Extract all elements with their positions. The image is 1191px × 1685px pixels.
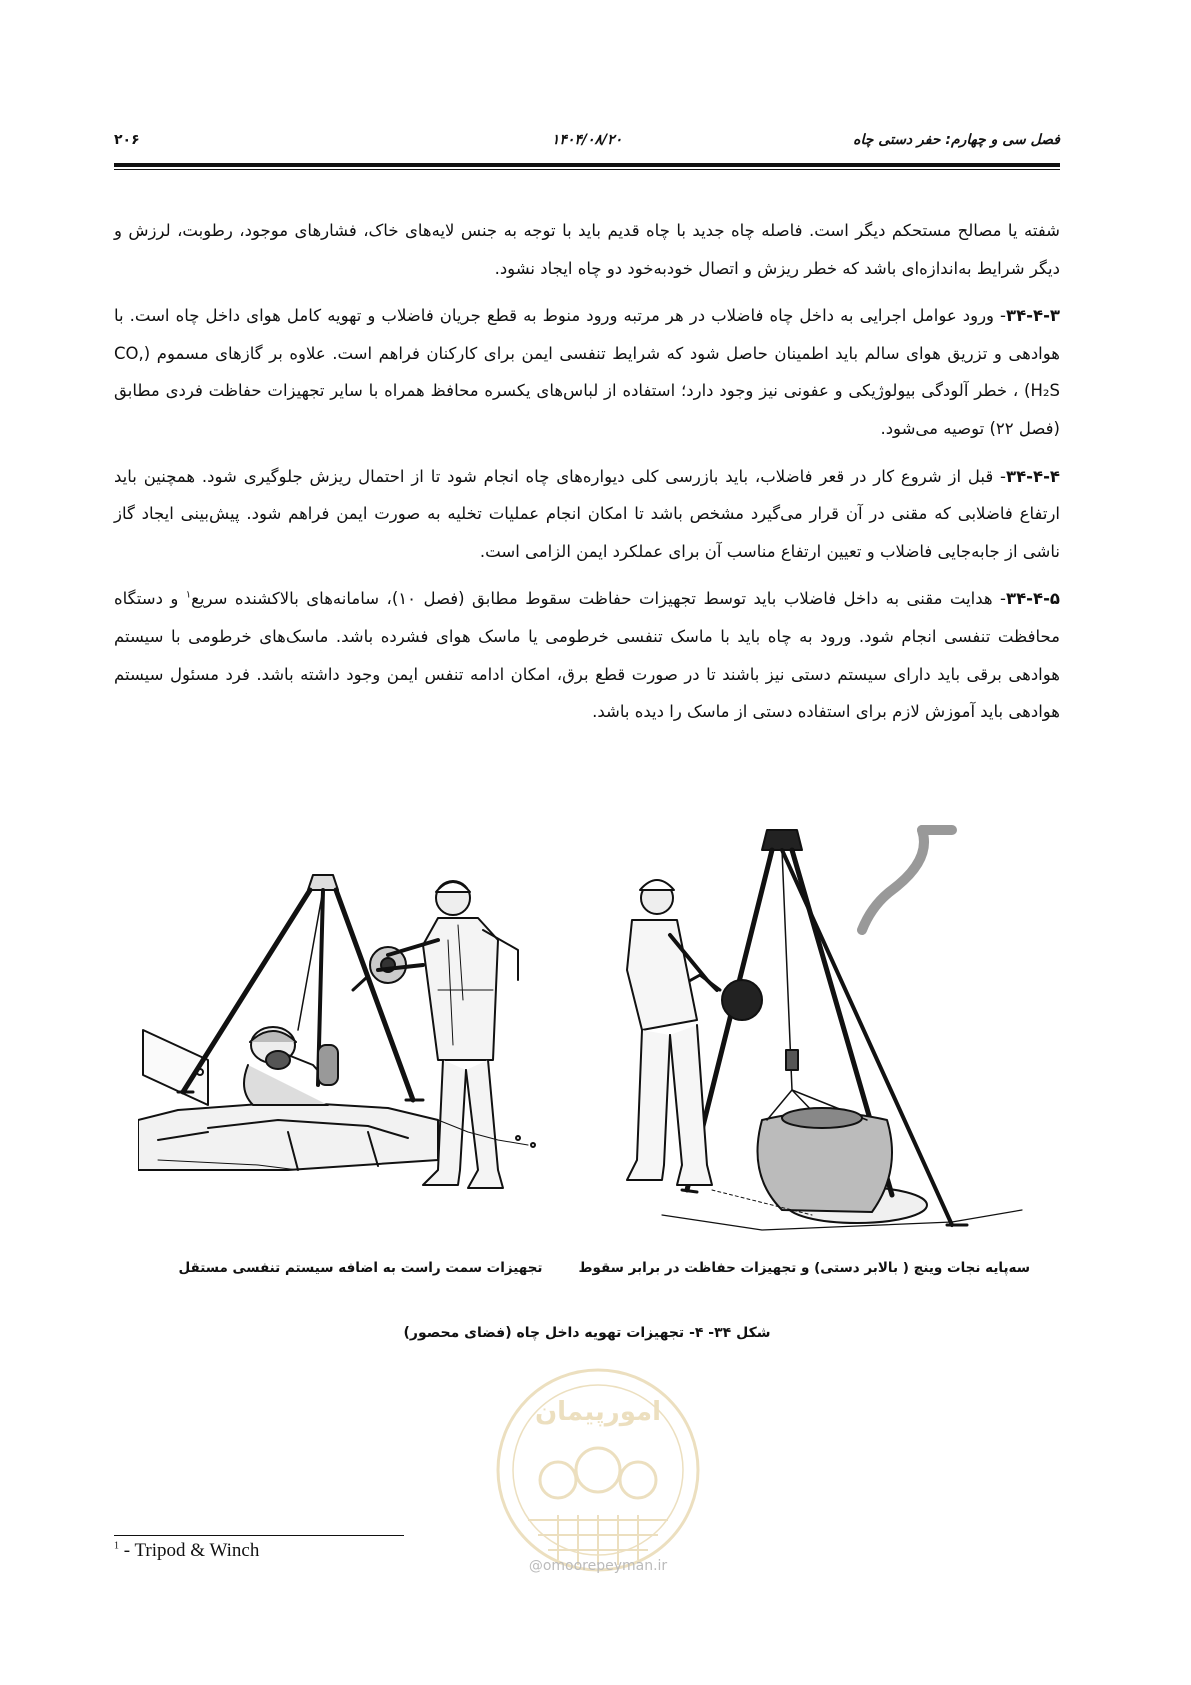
paragraph-text: - ورود عوامل اجرایی به داخل چاه فاضلاب در هر مرتبه ورود منوط به قطع جریان فاضلاب و تهویه کامل هوای داخل چاه است. با هوادهی و تزریق هوای سالم باید اطمینان حاصل شود که شرایط تنفسی ایمن برای کارکنان فراهم است. علاوه بر گازهای مسموم (CO, H₂S) ، خطر آلودگی بیولوژیکی و عفونی نیز وجود دارد؛ استفاده از لباس‌های یکسره محافظ همراه با سایر تجهیزات حفاظت فردی مطابق (فصل ۲۲) توصیه می‌شود. — [114, 306, 1060, 438]
figure-caption-left: تجهیزات سمت راست به اضافه سیستم تنفسی مستقل — [178, 1260, 543, 1276]
clause-number: ۳۴-۴-۵ — [1006, 589, 1060, 609]
paragraph-continued — [114, 212, 1060, 287]
chapter-title: فصل سی و چهارم: حفر دستی چاه — [853, 132, 1060, 148]
footnote-rule — [114, 1535, 404, 1536]
page-header — [114, 128, 1060, 156]
paragraph-text: - هدایت مقنی به داخل فاضلاب باید توسط تجهیزات حفاظت سقوط مطابق (فصل ۱۰)، سامانه‌های بالاکشنده سریع — [191, 589, 1007, 609]
header-date: ۱۴۰۴/۰۸/۲۰ — [551, 132, 623, 148]
footnote — [114, 1540, 259, 1562]
tripod-breathing-illustration — [138, 870, 558, 1240]
figure-caption-right: سه‌پایه نجات وینچ ( بالابر دستی) و تجهیزات حفاظت در برابر سقوط — [578, 1260, 1030, 1276]
watermark-url: @omoorepeyman.ir — [528, 1558, 668, 1574]
clause-number: ۳۴-۴-۳ — [1006, 306, 1060, 326]
footnote-ref[interactable]: ۱ — [185, 589, 192, 601]
watermark-logo — [488, 1360, 708, 1580]
paragraph-3 — [114, 297, 1060, 447]
paragraph-text: شفته یا مصالح مستحکم دیگر است. فاصله چاه جدید با چاه قدیم باید با توجه به جنس لایه‌های خاک، فشارهای موجود، رطوبت، لرزش و دیگر شرایط به‌اندازه‌ای باشد که خطر ریزش و اتصال خودبه‌خود دو چاه ایجاد نشود. — [114, 221, 1060, 278]
watermark-text: امورپیمان — [534, 1397, 662, 1427]
page-number: ۲۰۶ — [114, 132, 140, 148]
paragraph-4 — [114, 458, 1060, 571]
footnote-text: - Tripod & Winch — [119, 1540, 260, 1561]
header-rule — [114, 163, 1060, 167]
footnote-marker: 1 — [114, 1540, 119, 1552]
clause-number: ۳۴-۴-۴ — [1006, 466, 1060, 486]
paragraph-text: و دستگاه محافظت تنفسی انجام شود. ورود به چاه باید با ماسک تنفسی خرطومی یا ماسک هوای فشرده باشد. ماسک‌های خرطومی با سیستم هوادهی برقی باید دارای سیستم دستی نیز باشند تا در صورت قطع برق، امکان ادامه تنفس ایمن وجود داشته باشد. فرد مسئول سیستم هوادهی باید آموزش لازم برای استفاده دستی از ماسک را دیده باشد. — [114, 589, 1060, 722]
figure-title: شکل ۳۴- ۴- تجهیزات تهویه داخل چاه (فضای محصور) — [403, 1325, 771, 1341]
paragraph-5 — [114, 580, 1060, 730]
header-rule-thin — [114, 169, 1060, 170]
paragraph-text: - قبل از شروع کار در قعر فاضلاب، باید بازرسی کلی دیواره‌های چاه انجام شود تا از احتمال ریزش جلوگیری شود. همچنین باید ارتفاع فاضلابی که مقنی در آن قرار می‌گیرد مشخص باشد تا امکان انجام عملیات تخلیه به صورت ایمن فراهم شود. پیش‌بینی ایجاد گاز ناشی از جابه‌جایی فاضلاب و تعیین ارتفاع مناسب آن برای عملکرد ایمن الزامی است. — [114, 466, 1060, 561]
body-text — [114, 212, 1060, 741]
rescue-tripod-illustration — [622, 820, 1042, 1240]
